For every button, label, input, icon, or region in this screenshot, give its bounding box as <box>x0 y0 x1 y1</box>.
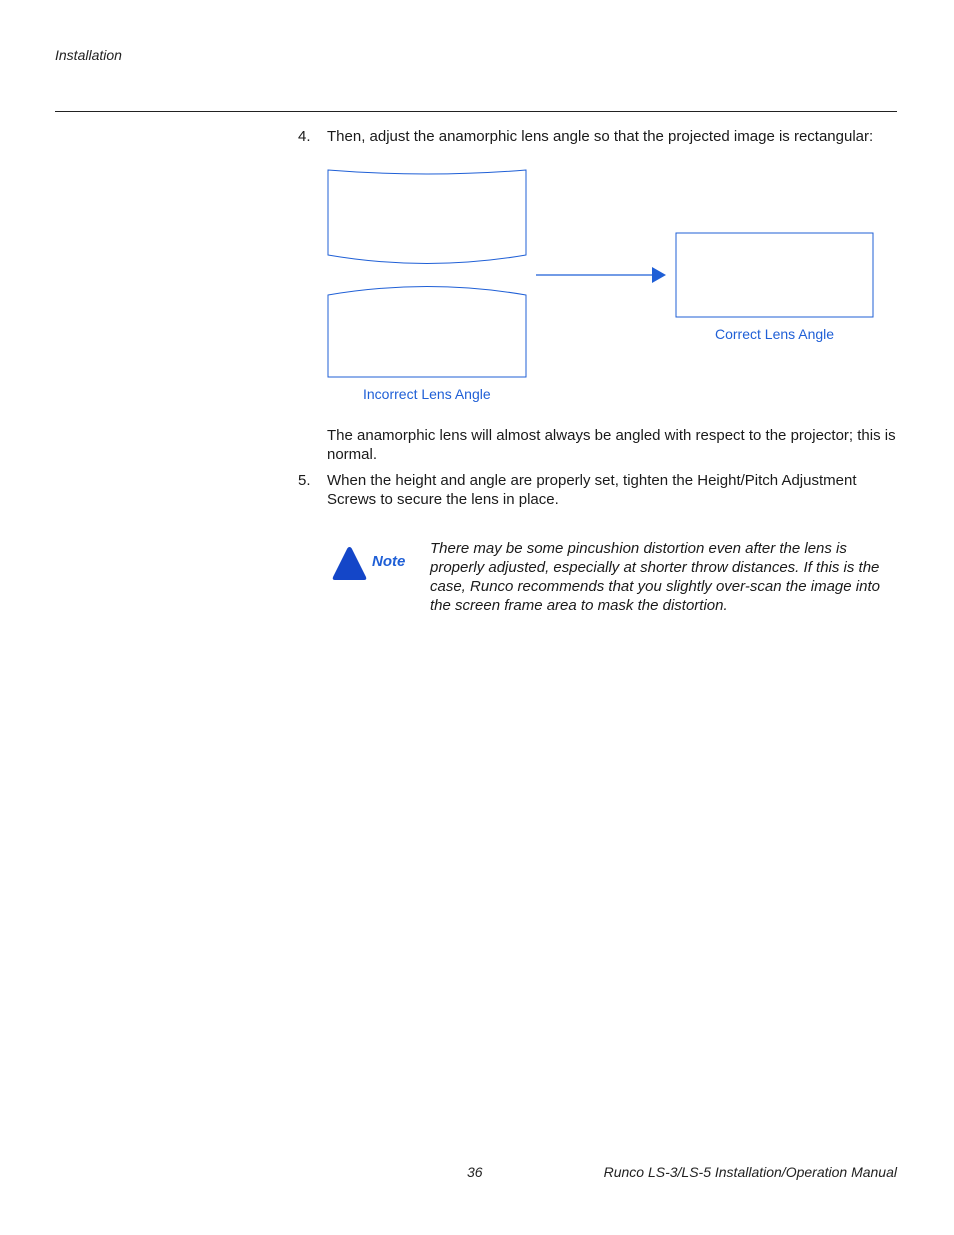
running-header: Installation <box>55 47 122 63</box>
lens-angle-figure <box>320 160 890 390</box>
warning-triangle-icon <box>331 546 368 581</box>
correct-lens-angle-label: Correct Lens Angle <box>715 326 835 342</box>
header-rule <box>55 111 897 112</box>
step-5-text: When the height and angle are properly set, tighten the Height/Pitch Adjustment Screws to secure the lens in place. <box>327 472 857 508</box>
step-5-number: 5. <box>298 472 311 489</box>
arrow-head-icon <box>652 267 666 283</box>
step-4-text: Then, adjust the anamorphic lens angle so that the projected image is rectangular: <box>327 128 874 145</box>
incorrect-image-bottom-shape <box>328 287 526 378</box>
note-label: Note <box>372 553 406 570</box>
page-number: 36 <box>467 1164 483 1180</box>
incorrect-image-top-shape <box>328 170 526 264</box>
step-4-number: 4. <box>298 128 311 145</box>
incorrect-lens-angle-label: Incorrect Lens Angle <box>363 386 491 402</box>
correct-image-rect <box>676 233 873 317</box>
manual-title: Runco LS-3/LS-5 Installation/Operation Manual <box>603 1164 897 1180</box>
note-text: There may be some pincushion distortion even after the lens is properly adjusted, especially at shorter throw distances. If this is the case, Runco recommends that you slightly over-scan the image into the screen frame area to mask the distortion. <box>430 540 880 614</box>
lens-angle-paragraph: The anamorphic lens will almost always be angled with respect to the projector; this is normal. <box>327 427 896 463</box>
